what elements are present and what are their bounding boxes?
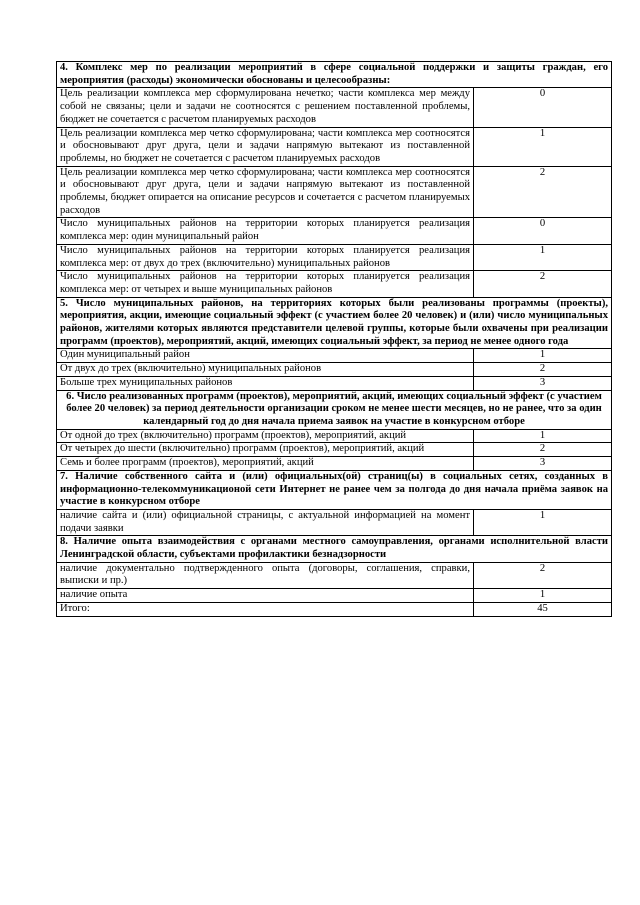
criterion-score: 1 xyxy=(474,589,612,603)
criterion-text: наличие опыта xyxy=(57,589,474,603)
criterion-text: Семь и более программ (проектов), мероприятий, акций xyxy=(57,457,474,471)
criterion-text: Цель реализации комплекса мер четко сформулирована; части комплекса мер соотносятся и обосновывают друг друга, цели и задачи напрямую вытекают из поставленной проблемы, но бюджет не сочетается с расчетом планируемых расходов xyxy=(57,127,474,166)
criterion-score: 1 xyxy=(474,429,612,443)
criterion-row xyxy=(57,589,612,603)
section-heading-row xyxy=(57,297,612,349)
criterion-text: Один муниципальный район xyxy=(57,349,474,363)
criteria-table-body xyxy=(57,62,612,617)
criterion-score: 2 xyxy=(474,443,612,457)
total-row xyxy=(57,602,612,616)
total-score: 45 xyxy=(474,602,612,616)
section-heading-row xyxy=(57,390,612,429)
criterion-row xyxy=(57,218,612,244)
criterion-score: 3 xyxy=(474,376,612,390)
criterion-score: 1 xyxy=(474,244,612,270)
section-heading: 5. Число муниципальных районов, на территориях которых были реализованы программы (проекты), мероприятия, акции, имеющие социальный эффект (с участием более 20 человек) и (или) число муниципальных районов, жителями которых являются представители целевой группы, которые были охвачены при реализации программ (проектов), мероприятий, акций, имеющих социальный эффект, за период не менее одного года xyxy=(57,297,612,349)
criterion-row xyxy=(57,244,612,270)
total-label: Итого: xyxy=(57,602,474,616)
section-heading: 7. Наличие собственного сайта и (или) официальных(ой) страниц(ы) в социальных сетях, созданных в информационно-телекоммуникационой сети Интернет не ранее чем за полгода до дня начала приёма заявок на участие в конкурсном отборе xyxy=(57,470,612,509)
criterion-row xyxy=(57,429,612,443)
section-heading-row xyxy=(57,470,612,509)
criterion-text: Число муниципальных районов на территории которых планируется реализация комплекса мер: один муниципальный район xyxy=(57,218,474,244)
criterion-text: От одной до трех (включительно) программ (проектов), мероприятий, акций xyxy=(57,429,474,443)
criterion-row xyxy=(57,349,612,363)
criterion-text: Число муниципальных районов на территории которых планируется реализация комплекса мер: от двух до трех (включительно) муниципальных районов xyxy=(57,244,474,270)
section-heading: 8. Наличие опыта взаимодействия с органами местного самоуправления, органами исполнительной власти Ленинградской области, субъектами профилактики безнадзорности xyxy=(57,536,612,562)
criterion-score: 0 xyxy=(474,88,612,127)
criterion-row xyxy=(57,166,612,218)
criterion-text: От четырех до шести (включительно) программ (проектов), мероприятий, акций xyxy=(57,443,474,457)
criterion-row xyxy=(57,363,612,377)
criterion-score: 2 xyxy=(474,363,612,377)
criterion-row xyxy=(57,457,612,471)
criterion-text: От двух до трех (включительно) муниципальных районов xyxy=(57,363,474,377)
section-heading-row xyxy=(57,62,612,88)
criterion-score: 1 xyxy=(474,509,612,535)
criterion-text: Цель реализации комплекса мер четко сформулирована; части комплекса мер соотносятся и обосновывают друг друга, цели и задачи напрямую вытекают из поставленной проблемы, бюджет опирается на описание ресурсов и сочетается с расчетом планируемых расходов xyxy=(57,166,474,218)
criterion-score: 2 xyxy=(474,562,612,588)
criterion-row xyxy=(57,509,612,535)
criterion-row xyxy=(57,376,612,390)
criterion-row xyxy=(57,562,612,588)
section-heading: 4. Комплекс мер по реализации мероприятий в сфере социальной поддержки и защиты граждан, его мероприятия (расходы) экономически обоснованы и целесообразны: xyxy=(57,62,612,88)
criterion-text: Число муниципальных районов на территории которых планируется реализация комплекса мер: от четырех и выше муниципальных районов xyxy=(57,271,474,297)
criterion-score: 1 xyxy=(474,349,612,363)
criterion-score: 3 xyxy=(474,457,612,471)
criterion-row xyxy=(57,443,612,457)
criterion-text: наличие сайта и (или) официальной страницы, с актуальной информацией на момент подачи заявки xyxy=(57,509,474,535)
criterion-text: Цель реализации комплекса мер сформулирована нечетко; части комплекса мер между собой не связаны; цели и задачи не соотносятся с решением поставленной проблемы, бюджет не сочетается с расчетом планируемых расходов xyxy=(57,88,474,127)
criterion-score: 2 xyxy=(474,271,612,297)
criterion-score: 2 xyxy=(474,166,612,218)
section-heading: 6. Число реализованных программ (проектов), мероприятий, акций, имеющих социальный эффект (с участием более 20 человек) за период деятельности организации сроком не менее шести месяцев, но не ранее, что за один календарный год до дня начала приема заявок на участие в конкурсном отборе xyxy=(57,390,612,429)
criterion-text: Больше трех муниципальных районов xyxy=(57,376,474,390)
section-heading-row xyxy=(57,536,612,562)
scoring-criteria-table xyxy=(56,61,612,617)
criterion-score: 0 xyxy=(474,218,612,244)
criterion-text: наличие документально подтвержденного опыта (договоры, соглашения, справки, выписки и пр.) xyxy=(57,562,474,588)
criterion-score: 1 xyxy=(474,127,612,166)
criterion-row xyxy=(57,271,612,297)
document-page xyxy=(56,61,611,617)
criterion-row xyxy=(57,88,612,127)
criterion-row xyxy=(57,127,612,166)
